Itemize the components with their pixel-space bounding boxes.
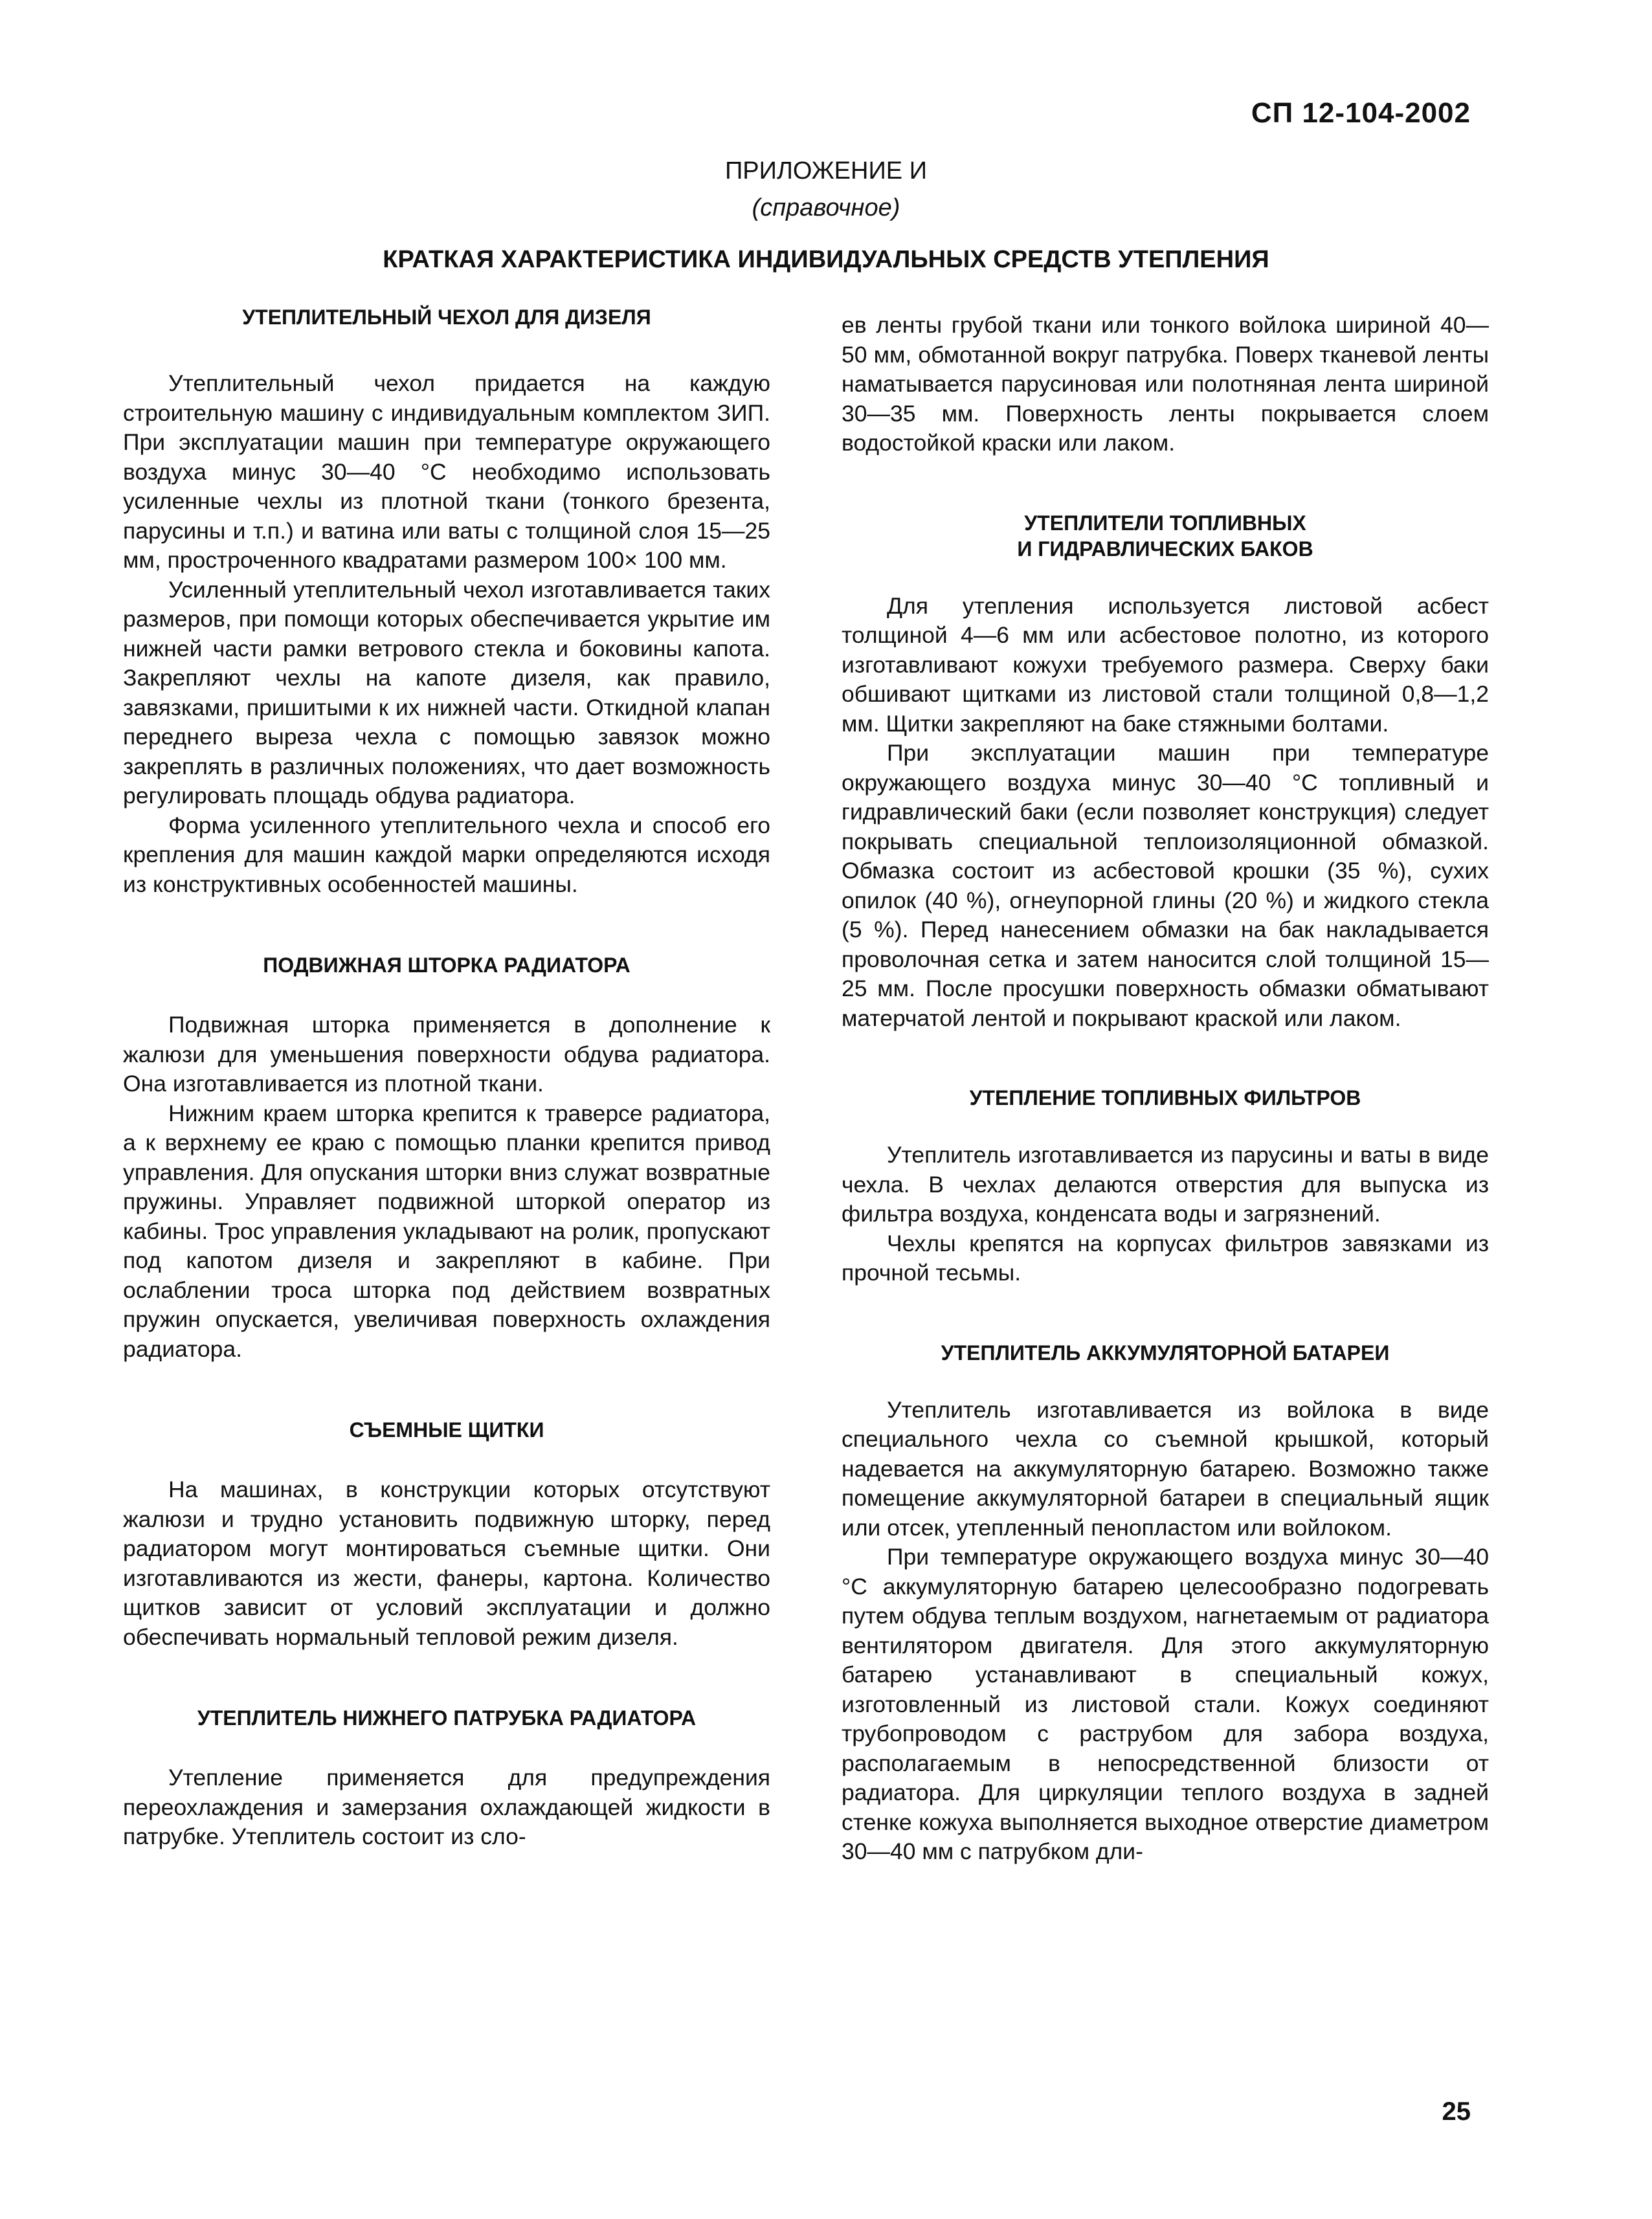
paragraph: Нижним краем шторка крепится к траверсе радиатора, а к верхнему ее краю с помощью планки крепится привод управления. Для опускания шторки вниз служат возвратные пружины. Управляет подвижной шторкой оператор из кабины. Трос управления укладывают на ролик, пропускают под капотом дизеля и закрепляют в кабине. При ослаблении троса шторка под действием возвратных пружин опускается, увеличивая поверхность охлаждения радиатора. [123, 1100, 770, 1362]
paragraph: Для утепления используется листовой асбест толщиной 4—6 мм или асбестовое полотно, из которого изготавливают кожухи требуемого размера. Сверху баки обшивают щитками из листовой стали толщиной 0,8—1,2 мм. Щитки закрепляют на баке стяжными болтами. [842, 592, 1489, 737]
document-code: СП 12-104-2002 [1251, 97, 1471, 129]
section-heading-line: УТЕПЛИТЕЛИ ТОПЛИВНЫХ [1024, 511, 1306, 535]
section-heading-radiator-shutter: ПОДВИЖНАЯ ШТОРКА РАДИАТОРА [263, 953, 631, 977]
right-column [842, 311, 1489, 1867]
paragraph: На машинах, в конструкции которых отсутствуют жалюзи и трудно установить подвижную шторку, перед радиатором могут монтироваться съемные щитки. Они изготавливаются из жести, фанеры, картона. Количество щитков зависит от условий эксплуатации и должно обеспечивать нормальный тепловой режим дизеля. [123, 1477, 770, 1650]
appendix-title: ПРИЛОЖЕНИЕ И [724, 157, 928, 184]
section-heading-line: И ГИДРАВЛИЧЕСКИХ БАКОВ [1017, 537, 1313, 561]
left-column [123, 304, 770, 1852]
section-heading-diesel-cover: УТЕПЛИТЕЛЬНЫЙ ЧЕХОЛ ДЛЯ ДИЗЕЛЯ [242, 306, 651, 329]
paragraph: При температуре окружающего воздуха минус 30—40 °С аккумуляторную батарею целесообразно подогревать путем обдува теплым воздухом, нагнетаемым от радиатора вентилятором двигателя. Для этого аккумуляторную батарею устанавливают в специальный кожух, изготовленный из листовой стали. Кожух соединяют трубопроводом с раструбом для забора воздуха, располагаемым в непосредственной близости от радиатора. Для циркуляции теплого воздуха в задней стенке кожуха выполняется выходное отверстие диаметром 30—40 мм с патрубком дли- [842, 1544, 1489, 1864]
page-number: 25 [1442, 2097, 1471, 2126]
section-heading-fuel-filters: УТЕПЛЕНИЕ ТОПЛИВНЫХ ФИЛЬТРОВ [969, 1086, 1361, 1110]
paragraph: Усиленный утеплительный чехол изготавливается таких размеров, при помощи которых обеспечивается укрытие им нижней части рамки ветрового стекла и боковины капота. Закрепляют чехлы на капоте дизеля, как правило, завязками, пришитыми к их нижней части. Откидной клапан переднего выреза чехла с помощью завязок можно закреплять в различных положениях, что дает возможность регулировать площадь обдува радиатора. [123, 576, 770, 808]
section-heading-lower-pipe-insulator: УТЕПЛИТЕЛЬ НИЖНЕГО ПАТРУБКА РАДИАТОРА [197, 1706, 697, 1730]
paragraph: Подвижная шторка применяется в дополнение к жалюзи для уменьшения поверхности обдува радиатора. Она изготавливается из плотной ткани. [123, 1012, 770, 1097]
section-heading-battery-insulator: УТЕПЛИТЕЛЬ АККУМУЛЯТОРНОЙ БАТАРЕИ [941, 1341, 1390, 1365]
paragraph: При эксплуатации машин при температуре окружающего воздуха минус 30—40 °С топливный и гидравлический баки (если позволяет конструкция) следует покрывать специальной теплоизоляционной обмазкой. Обмазка состоит из асбестовой крошки (35 %), сухих опилок (40 %), огнеупорной глины (20 %) и жидкого стекла (5 %). Перед нанесением обмазки на бак накладывается проволочная сетка и затем наносится слой толщиной 15—25 мм. После просушки поверхность обмазки обматывают матерчатой лентой и покрывают краской или лаком. [842, 740, 1489, 1031]
paragraph-continued: ев ленты грубой ткани или тонкого войлока шириной 40—50 мм, обмотанной вокруг патрубка. Поверх тканевой ленты наматывается парусиновая или полотняная лента шириной 30—35 мм. Поверхность ленты покрывается слоем водостойкой краски или лаком. [842, 312, 1489, 456]
paragraph: Утеплитель изготавливается из войлока в виде специального чехла со съемной крышкой, который надевается на аккумуляторную батарею. Возможно также помещение аккумуляторной батареи в специальный ящик или отсек, утепленный пенопластом или войлоком. [842, 1396, 1489, 1541]
section-heading-tank-insulators [842, 510, 1489, 562]
paragraph: Утеплительный чехол придается на каждую строительную машину с индивидуальным комплектом ЗИП. При эксплуатации машин при температуре окружающего воздуха минус 30—40 °С необходимо использовать усиленные чехлы из плотной ткани (тонкого брезента, парусины и т.п.) и ватина или ваты с толщиной слоя 15—25 мм, простроченного квадратами размером 100× 100 мм. [123, 370, 770, 573]
appendix-note: (справочное) [752, 194, 900, 221]
section-heading-removable-shields: СЪЕМНЫЕ ЩИТКИ [349, 1418, 544, 1442]
paragraph: Форма усиленного утеплительного чехла и способ его крепления для машин каждой марки определяются исходя из конструктивных особенностей машины. [123, 812, 770, 897]
paragraph: Утеплитель изготавливается из парусины и ваты в виде чехла. В чехлах делаются отверстия для выпуска из фильтра воздуха, конденсата воды и загрязнений. [842, 1142, 1489, 1227]
page-title: КРАТКАЯ ХАРАКТЕРИСТИКА ИНДИВИДУАЛЬНЫХ СРЕДСТВ УТЕПЛЕНИЯ [383, 246, 1269, 273]
paragraph: Чехлы крепятся на корпусах фильтров завязками из прочной тесьмы. [842, 1230, 1489, 1286]
paragraph: Утепление применяется для предупреждения переохлаждения и замерзания охлаждающей жидкости в патрубке. Утеплитель состоит из сло- [123, 1765, 770, 1849]
